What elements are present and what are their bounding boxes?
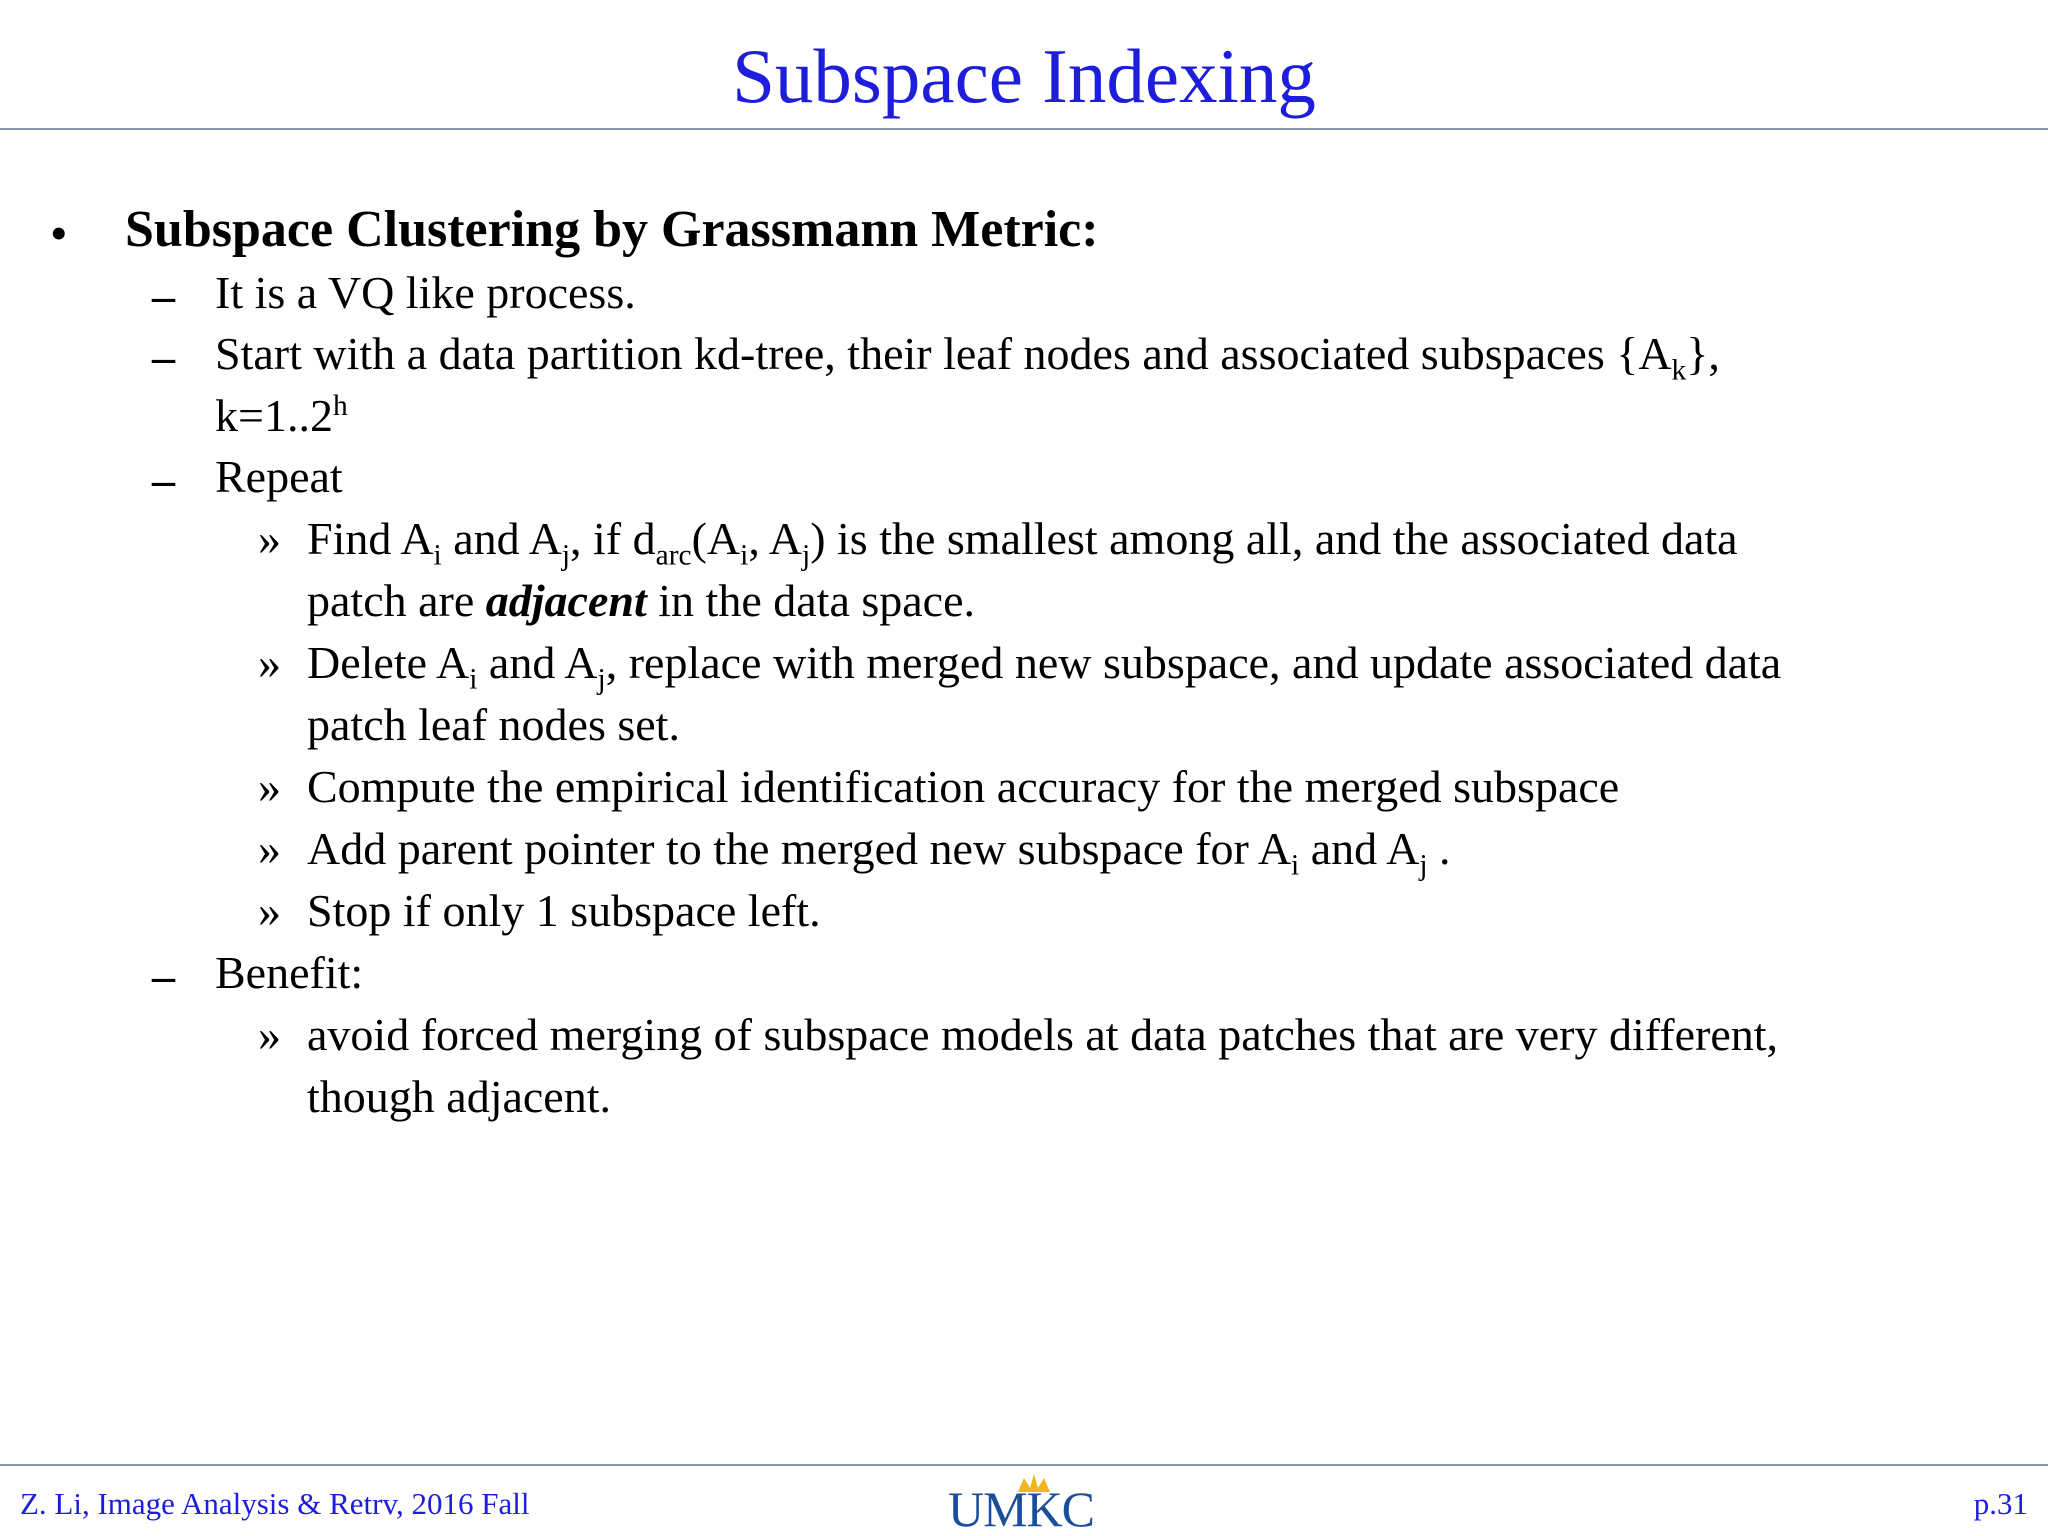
item-find-text: (A xyxy=(691,513,741,564)
subscript-i: i xyxy=(740,539,749,572)
subscript-i: i xyxy=(433,539,442,572)
item-add xyxy=(307,823,1451,882)
item-find-text: in the data space. xyxy=(646,575,976,626)
item-delete-text: Delete A xyxy=(307,637,470,688)
raquo-marker: » xyxy=(258,823,281,874)
item-delete-text: and A xyxy=(477,637,598,688)
footer-divider xyxy=(0,1464,2048,1466)
item-add-text: . xyxy=(1427,823,1451,874)
item-stop-text: Stop if only 1 subspace left. xyxy=(307,885,821,936)
item-find-text: Find A xyxy=(307,513,434,564)
item-find xyxy=(307,513,1738,572)
dash-marker: – xyxy=(152,331,175,382)
item-avoid xyxy=(307,1009,1779,1060)
subscript-j: j xyxy=(597,663,606,696)
umkc-logo xyxy=(944,1472,1094,1534)
raquo-marker: » xyxy=(258,513,281,564)
subscript-j: j xyxy=(1419,849,1428,882)
item-repeat-text: Repeat xyxy=(215,451,343,502)
item-compute-text: Compute the empirical identification accuracy for the merged subspace xyxy=(307,761,1620,812)
item-start-text-end: }, xyxy=(1686,328,1720,379)
item-find-cont xyxy=(307,575,976,626)
subscript-j: j xyxy=(802,539,811,572)
item-find-text: patch are xyxy=(307,575,486,626)
item-find-text: , if d xyxy=(570,513,656,564)
item-stop xyxy=(307,885,821,936)
title-divider xyxy=(0,128,2048,130)
dash-marker: – xyxy=(152,950,175,1001)
item-delete-text: , replace with merged new subspace, and update associated data xyxy=(605,637,1782,688)
raquo-marker: » xyxy=(258,885,281,936)
item-delete xyxy=(307,637,1782,696)
item-benefit xyxy=(215,947,364,998)
item-start-range xyxy=(215,389,348,441)
raquo-marker: » xyxy=(258,761,281,812)
item-vq xyxy=(215,267,636,318)
item-start-range-text: k=1..2 xyxy=(215,390,333,441)
emphasis-adjacent: adjacent xyxy=(485,575,647,626)
item-start-text: Start with a data partition kd-tree, their leaf nodes and associated subspaces {A xyxy=(215,328,1672,379)
item-delete-text: patch leaf nodes set. xyxy=(307,699,680,750)
item-find-text: and A xyxy=(441,513,562,564)
subscript-i: i xyxy=(1291,849,1300,882)
item-avoid-text: though adjacent. xyxy=(307,1071,612,1122)
subscript-arc: arc xyxy=(655,539,692,572)
subscript-j: j xyxy=(561,539,571,572)
raquo-marker: » xyxy=(258,1009,281,1060)
raquo-marker: » xyxy=(258,637,281,688)
item-start xyxy=(215,328,1720,387)
item-benefit-text: Benefit: xyxy=(215,947,364,998)
bullet-marker: • xyxy=(50,205,68,261)
footer-course: Z. Li, Image Analysis & Retrv, 2016 Fall xyxy=(20,1486,530,1521)
subscript-k: k xyxy=(1671,354,1687,387)
item-avoid-text: avoid forced merging of subspace models at data patches that are very different, xyxy=(307,1009,1779,1060)
main-heading: Subspace Clustering by Grassmann Metric: xyxy=(125,201,1099,258)
superscript-h: h xyxy=(332,389,348,422)
item-vq-text: It is a VQ like process. xyxy=(215,267,636,318)
slide-title: Subspace Indexing xyxy=(732,33,1316,119)
item-add-text: Add parent pointer to the merged new subspace for A xyxy=(307,823,1292,874)
item-find-text: , A xyxy=(748,513,802,564)
page-number: p.31 xyxy=(1973,1486,2028,1521)
item-add-text: and A xyxy=(1299,823,1420,874)
subscript-i: i xyxy=(469,663,478,696)
item-delete-cont xyxy=(307,699,680,750)
dash-marker: – xyxy=(152,270,175,321)
logo-text: UMKC xyxy=(948,1481,1095,1536)
item-find-text: ) is the smallest among all, and the associated data xyxy=(810,513,1738,564)
item-avoid-cont xyxy=(307,1071,612,1122)
item-repeat xyxy=(215,451,343,502)
item-compute xyxy=(307,761,1620,812)
dash-marker: – xyxy=(152,454,175,505)
